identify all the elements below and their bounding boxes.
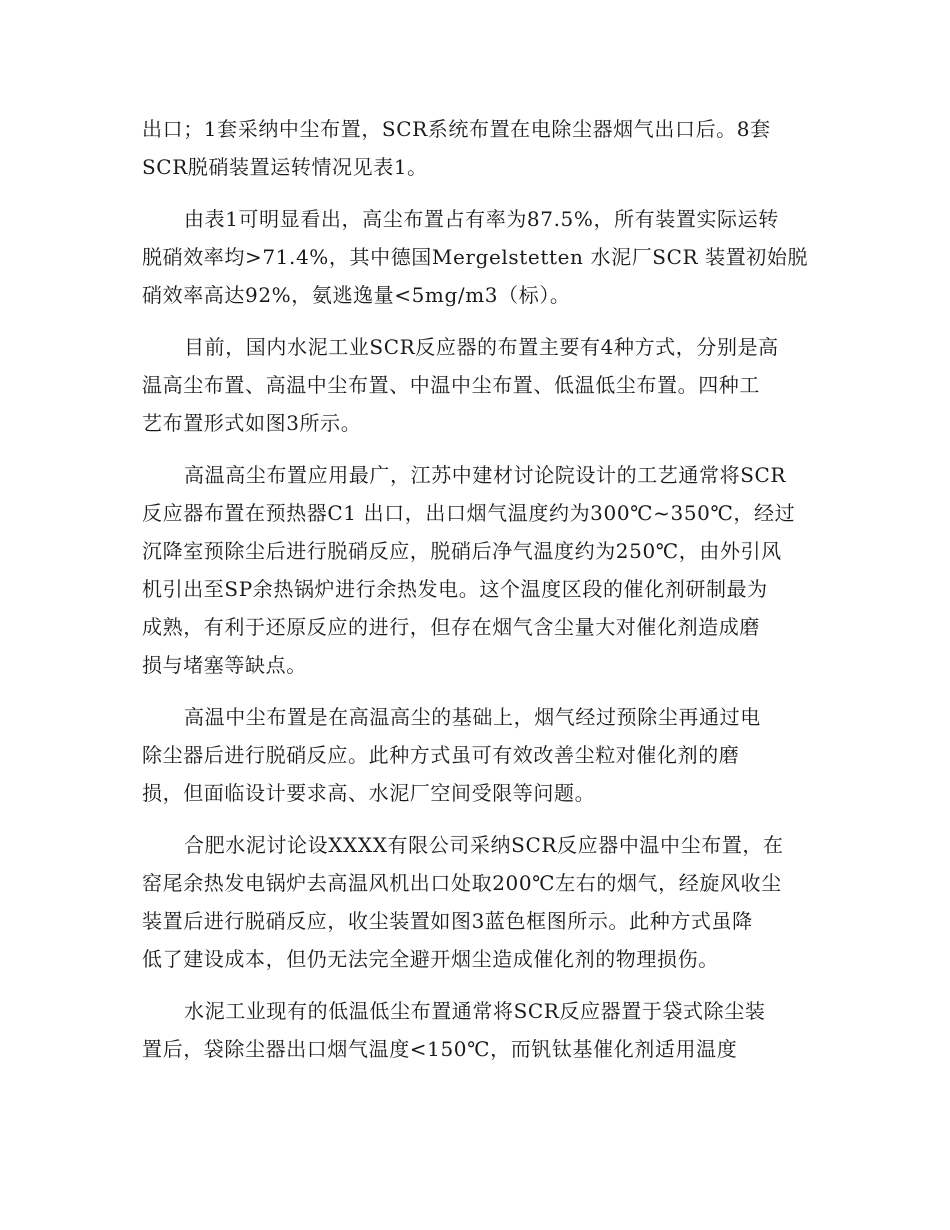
paragraph-scr-layout-summary [142, 110, 812, 186]
text-line: 高温高尘布置应用最广，江苏中建材讨论院设计的工艺通常将SCR [184, 463, 787, 487]
text-line: 温高尘布置、高温中尘布置、中温中尘布置、低温低尘布置。四种工 [142, 373, 760, 397]
text-line: 脱硝效率均>71.4%，其中德国Mergelstetten 水泥厂SCR 装置初始脱 [142, 245, 809, 269]
paragraph-high-temp-medium-dust [142, 698, 812, 812]
text-line: SCR脱硝装置运转情况见表1。 [142, 155, 428, 179]
paragraph-table1-analysis [142, 200, 812, 314]
text-line: 由表1可明显看出，高尘布置占有率为87.5%，所有装置实际运转 [184, 207, 779, 231]
text-line: 装置后进行脱硝反应，收尘装置如图3蓝色框图所示。此种方式虽降 [142, 909, 753, 933]
text-line: 窑尾余热发电锅炉去高温风机出口处取200℃左右的烟气，经旋风收尘 [142, 871, 782, 895]
text-line: 沉降室预除尘后进行脱硝反应，脱硝后净气温度约为250℃，由外引风 [142, 539, 782, 563]
paragraph-medium-temp-medium-dust [142, 826, 812, 978]
text-line: 艺布置形式如图3所示。 [142, 411, 362, 435]
text-line: 低了建设成本，但仍无法完全避开烟尘造成催化剂的物理损伤。 [142, 947, 719, 971]
text-line: 水泥工业现有的低温低尘布置通常将SCR反应器置于袋式除尘装 [184, 999, 766, 1023]
text-line: 出口；1套采纳中尘布置，SCR系统布置在电除尘器烟气出口后。8套 [142, 117, 771, 141]
text-line: 损与堵塞等缺点。 [142, 653, 307, 677]
paragraph-high-temp-high-dust [142, 456, 812, 684]
text-line: 置后，袋除尘器出口烟气温度<150℃，而钒钛基催化剂适用温度 [142, 1037, 738, 1061]
text-line: 损，但面临设计要求高、水泥厂空间受限等问题。 [142, 781, 596, 805]
text-line: 除尘器后进行脱硝反应。此种方式虽可有效改善尘粒对催化剂的磨 [142, 743, 740, 767]
text-line: 反应器布置在预热器C1 出口，出口烟气温度约为300℃~350℃，经过 [142, 501, 796, 525]
text-line: 合肥水泥讨论设XXXX有限公司采纳SCR反应器中温中尘布置，在 [184, 833, 784, 857]
document-body [142, 110, 812, 1082]
text-line: 机引出至SP余热锅炉进行余热发电。这个温度区段的催化剂研制最为 [142, 577, 768, 601]
paragraph-low-temp-low-dust [142, 992, 812, 1068]
text-line: 目前，国内水泥工业SCR反应器的布置主要有4种方式，分别是高 [184, 335, 779, 359]
text-line: 成熟，有利于还原反应的进行，但存在烟气含尘量大对催化剂造成磨 [142, 615, 760, 639]
paragraph-domestic-layouts [142, 328, 812, 442]
text-line: 硝效率高达92%，氨逃逸量<5mg/m3（标）。 [142, 283, 571, 307]
text-line: 高温中尘布置是在高温高尘的基础上，烟气经过预除尘再通过电 [184, 705, 761, 729]
